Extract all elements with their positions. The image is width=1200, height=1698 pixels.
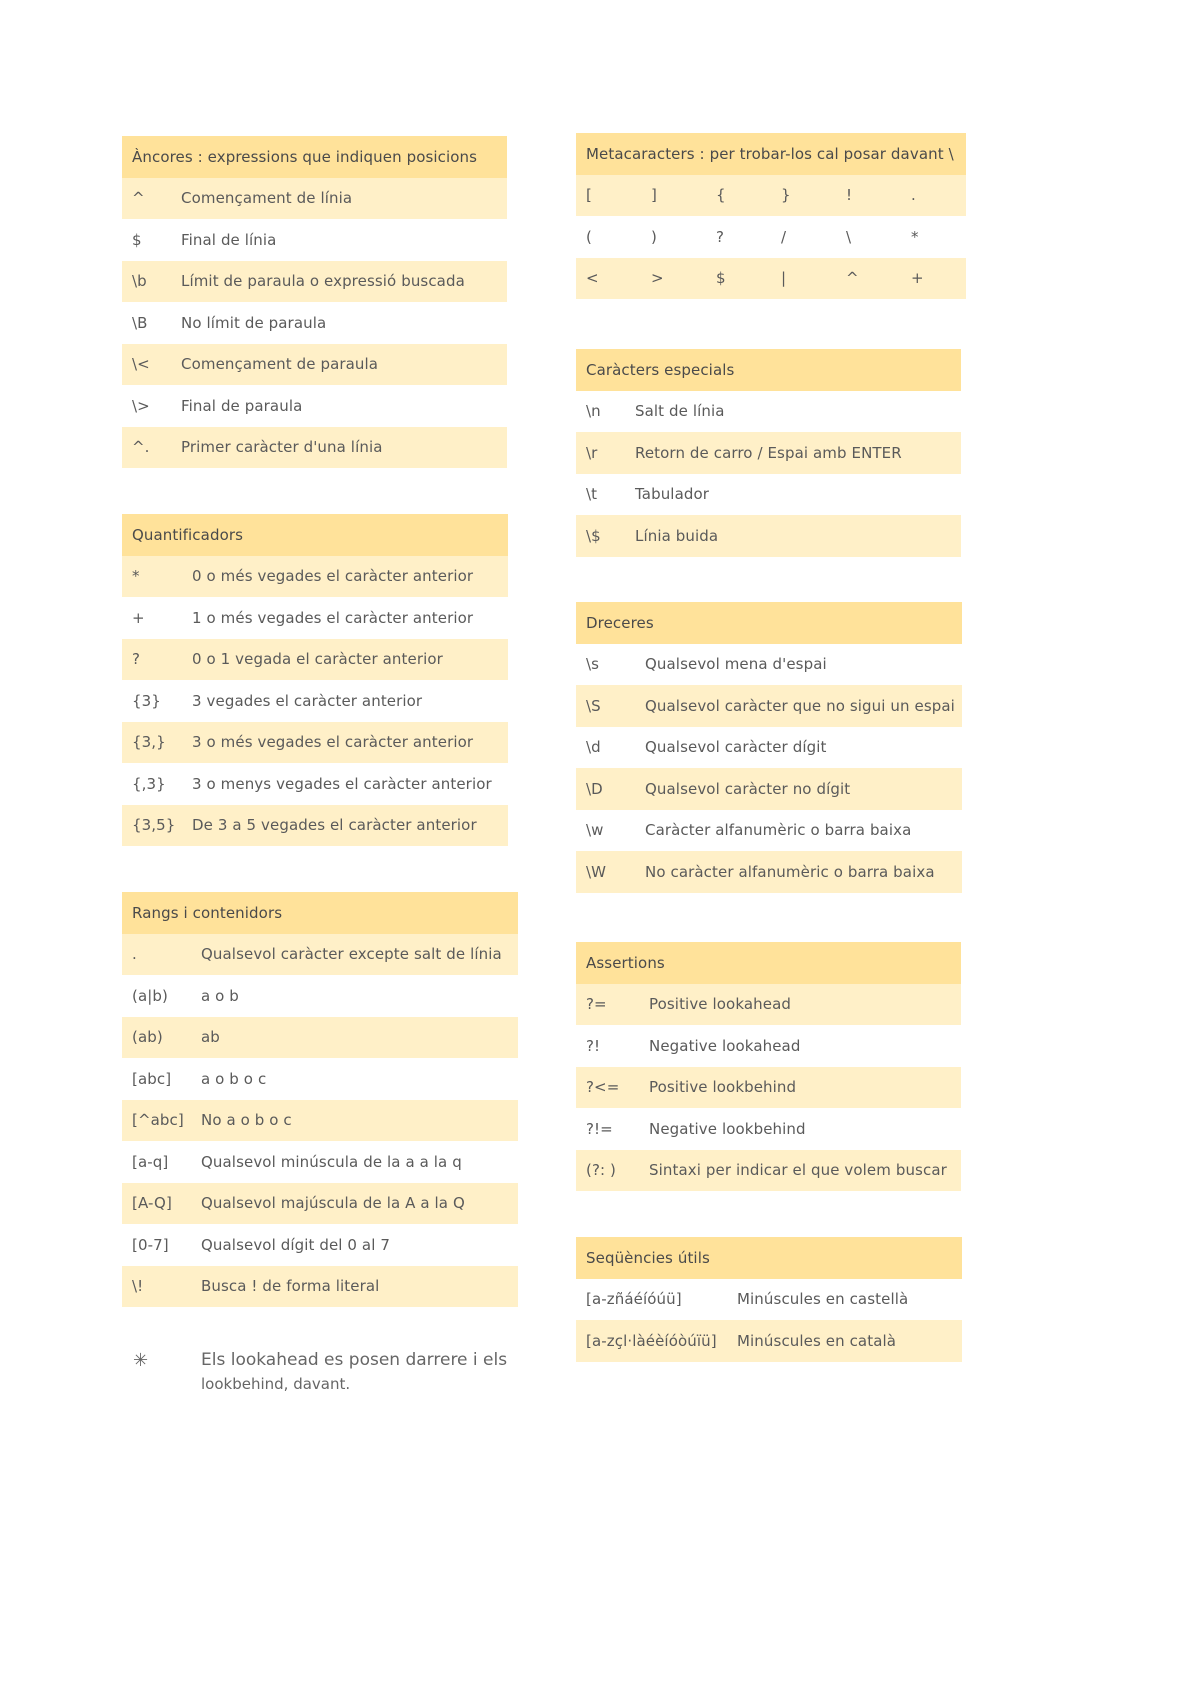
metachar-cell: ?	[706, 216, 771, 258]
metachar-cell: !	[836, 175, 901, 217]
desc-cell: Qualsevol mena d'espai	[635, 644, 962, 686]
table-row	[122, 763, 508, 805]
symbol-cell: [^abc]	[122, 1100, 191, 1142]
metachar-cell: |	[771, 258, 836, 300]
table-row	[122, 1266, 518, 1308]
desc-cell: Sintaxi per indicar el que volem buscar	[639, 1150, 961, 1192]
metachar-cell: {	[706, 175, 771, 217]
metachar-cell: \	[836, 216, 901, 258]
desc-cell: 3 o menys vegades el caràcter anterior	[182, 763, 508, 805]
table-row	[122, 1017, 518, 1059]
symbol-cell: {3,5}	[122, 805, 182, 847]
table-header	[576, 1237, 962, 1279]
symbol-cell: \>	[122, 385, 171, 427]
desc-cell: Límit de paraula o expressió buscada	[171, 261, 507, 303]
desc-cell: Qualsevol caràcter que no sigui un espai	[635, 685, 962, 727]
asterisk-icon: ✳	[133, 1350, 149, 1371]
desc-cell: Línia buida	[625, 515, 961, 557]
table-row	[122, 385, 507, 427]
symbol-cell: [a-zçl·làéèíóòúïü]	[576, 1320, 727, 1362]
table-row	[122, 1058, 518, 1100]
symbol-cell: ?<=	[576, 1067, 639, 1109]
note-line-2: lookbehind, davant.	[201, 1375, 351, 1393]
table-header	[122, 136, 507, 178]
desc-cell: Qualsevol caràcter no dígit	[635, 768, 962, 810]
desc-cell: Positive lookahead	[639, 984, 961, 1026]
metachar-cell: $	[706, 258, 771, 300]
table-row	[576, 432, 961, 474]
table-row	[122, 680, 508, 722]
table-row	[122, 427, 507, 469]
especials-title: Caràcters especials	[576, 349, 961, 391]
desc-cell: No caràcter alfanumèric o barra baixa	[635, 851, 962, 893]
symbol-cell: ?=	[576, 984, 639, 1026]
symbol-cell: (ab)	[122, 1017, 191, 1059]
table-row	[122, 975, 518, 1017]
symbol-cell: [abc]	[122, 1058, 191, 1100]
symbol-cell: .	[122, 934, 191, 976]
table-row	[576, 216, 966, 258]
ancores-title: Àncores : expressions que indiquen posicions	[122, 136, 507, 178]
rangs-table	[122, 892, 518, 1307]
ancores-table	[122, 136, 507, 468]
desc-cell: Final de línia	[171, 219, 507, 261]
table-row	[122, 597, 508, 639]
symbol-cell: \w	[576, 810, 635, 852]
table-row	[576, 258, 966, 300]
quantificadors-table	[122, 514, 508, 846]
rangs-title: Rangs i contenidors	[122, 892, 518, 934]
desc-cell: 0 o més vegades el caràcter anterior	[182, 556, 508, 598]
metachar-cell: >	[641, 258, 706, 300]
metachar-cell: /	[771, 216, 836, 258]
desc-cell: 0 o 1 vegada el caràcter anterior	[182, 639, 508, 681]
table-row	[122, 805, 508, 847]
dreceres-table	[576, 602, 962, 893]
desc-cell: Final de paraula	[171, 385, 507, 427]
desc-cell: Busca ! de forma literal	[191, 1266, 518, 1308]
table-row	[576, 984, 961, 1026]
desc-cell: Qualsevol dígit del 0 al 7	[191, 1224, 518, 1266]
table-row	[576, 851, 962, 893]
metachar-cell: ^	[836, 258, 901, 300]
table-row	[576, 474, 961, 516]
table-row	[576, 1108, 961, 1150]
desc-cell: a o b	[191, 975, 518, 1017]
table-header	[576, 349, 961, 391]
table-row	[122, 556, 508, 598]
table-row	[576, 768, 962, 810]
desc-cell: 3 o més vegades el caràcter anterior	[182, 722, 508, 764]
symbol-cell: [a-q]	[122, 1141, 191, 1183]
symbol-cell: {,3}	[122, 763, 182, 805]
symbol-cell: ^.	[122, 427, 171, 469]
table-header	[122, 892, 518, 934]
desc-cell: Caràcter alfanumèric o barra baixa	[635, 810, 962, 852]
table-row	[576, 391, 961, 433]
table-row	[122, 302, 507, 344]
symbol-cell: ^	[122, 178, 171, 220]
table-header	[576, 942, 961, 984]
assertions-table	[576, 942, 961, 1191]
desc-cell: Negative lookbehind	[639, 1108, 961, 1150]
table-row	[122, 722, 508, 764]
symbol-cell: {3}	[122, 680, 182, 722]
sequencies-title: Seqüències útils	[576, 1237, 962, 1279]
table-row	[576, 1320, 962, 1362]
symbol-cell: *	[122, 556, 182, 598]
metachar-cell: [	[576, 175, 641, 217]
symbol-cell: ?	[122, 639, 182, 681]
desc-cell: ab	[191, 1017, 518, 1059]
table-row	[122, 934, 518, 976]
table-row	[576, 1025, 961, 1067]
desc-cell: Primer caràcter d'una línia	[171, 427, 507, 469]
metachar-cell: +	[901, 258, 966, 300]
table-row	[576, 1150, 961, 1192]
desc-cell: 3 vegades el caràcter anterior	[182, 680, 508, 722]
symbol-cell: \$	[576, 515, 625, 557]
desc-cell: No a o b o c	[191, 1100, 518, 1142]
table-header	[122, 514, 508, 556]
table-row	[576, 1279, 962, 1321]
dreceres-title: Dreceres	[576, 602, 962, 644]
desc-cell: a o b o c	[191, 1058, 518, 1100]
symbol-cell: [a-zñáéíóúü]	[576, 1279, 727, 1321]
symbol-cell: {3,}	[122, 722, 182, 764]
desc-cell: Tabulador	[625, 474, 961, 516]
desc-cell: Negative lookahead	[639, 1025, 961, 1067]
symbol-cell: \W	[576, 851, 635, 893]
metachar-cell: .	[901, 175, 966, 217]
symbol-cell: \r	[576, 432, 625, 474]
symbol-cell: \S	[576, 685, 635, 727]
symbol-cell: \<	[122, 344, 171, 386]
table-row	[576, 1067, 961, 1109]
desc-cell: 1 o més vegades el caràcter anterior	[182, 597, 508, 639]
table-row	[122, 261, 507, 303]
note-line-1: Els lookahead es posen darrere i els	[201, 1350, 508, 1370]
symbol-cell: \B	[122, 302, 171, 344]
symbol-cell: [A-Q]	[122, 1183, 191, 1225]
desc-cell: Minúscules en català	[727, 1320, 962, 1362]
desc-cell: Minúscules en castellà	[727, 1279, 962, 1321]
symbol-cell: ?!=	[576, 1108, 639, 1150]
metacaracters-table	[576, 133, 966, 299]
desc-cell: Començament de paraula	[171, 344, 507, 386]
symbol-cell: $	[122, 219, 171, 261]
table-row	[576, 727, 962, 769]
table-row	[122, 639, 508, 681]
desc-cell: Qualsevol caràcter excepte salt de línia	[191, 934, 518, 976]
symbol-cell: \d	[576, 727, 635, 769]
especials-table	[576, 349, 961, 557]
desc-cell: Retorn de carro / Espai amb ENTER	[625, 432, 961, 474]
table-row	[576, 515, 961, 557]
metachar-cell: }	[771, 175, 836, 217]
metachar-cell: )	[641, 216, 706, 258]
table-header	[576, 133, 966, 175]
table-row	[122, 344, 507, 386]
desc-cell: Positive lookbehind	[639, 1067, 961, 1109]
table-row	[122, 1100, 518, 1142]
symbol-cell: (?: )	[576, 1150, 639, 1192]
symbol-cell: [0-7]	[122, 1224, 191, 1266]
table-row	[576, 175, 966, 217]
symbol-cell: \!	[122, 1266, 191, 1308]
symbol-cell: +	[122, 597, 182, 639]
desc-cell: Qualsevol majúscula de la A a la Q	[191, 1183, 518, 1225]
table-row	[122, 219, 507, 261]
symbol-cell: (a|b)	[122, 975, 191, 1017]
metachar-cell: *	[901, 216, 966, 258]
desc-cell: Començament de línia	[171, 178, 507, 220]
symbol-cell: \n	[576, 391, 625, 433]
quantificadors-title: Quantificadors	[122, 514, 508, 556]
symbol-cell: \s	[576, 644, 635, 686]
assertions-title: Assertions	[576, 942, 961, 984]
symbol-cell: ?!	[576, 1025, 639, 1067]
symbol-cell: \t	[576, 474, 625, 516]
table-row	[122, 1183, 518, 1225]
metachar-cell: ]	[641, 175, 706, 217]
sequencies-table	[576, 1237, 962, 1362]
table-row	[576, 644, 962, 686]
table-row	[122, 1224, 518, 1266]
note-text	[201, 1348, 521, 1396]
table-header	[576, 602, 962, 644]
table-row	[576, 810, 962, 852]
table-row	[122, 1141, 518, 1183]
desc-cell: No límit de paraula	[171, 302, 507, 344]
desc-cell: Qualsevol caràcter dígit	[635, 727, 962, 769]
metachar-cell: (	[576, 216, 641, 258]
table-row	[122, 178, 507, 220]
metacaracters-title: Metacaracters : per trobar-los cal posar davant \	[576, 133, 966, 175]
metachar-cell: <	[576, 258, 641, 300]
symbol-cell: \b	[122, 261, 171, 303]
desc-cell: De 3 a 5 vegades el caràcter anterior	[182, 805, 508, 847]
table-row	[576, 685, 962, 727]
desc-cell: Qualsevol minúscula de la a a la q	[191, 1141, 518, 1183]
desc-cell: Salt de línia	[625, 391, 961, 433]
symbol-cell: \D	[576, 768, 635, 810]
